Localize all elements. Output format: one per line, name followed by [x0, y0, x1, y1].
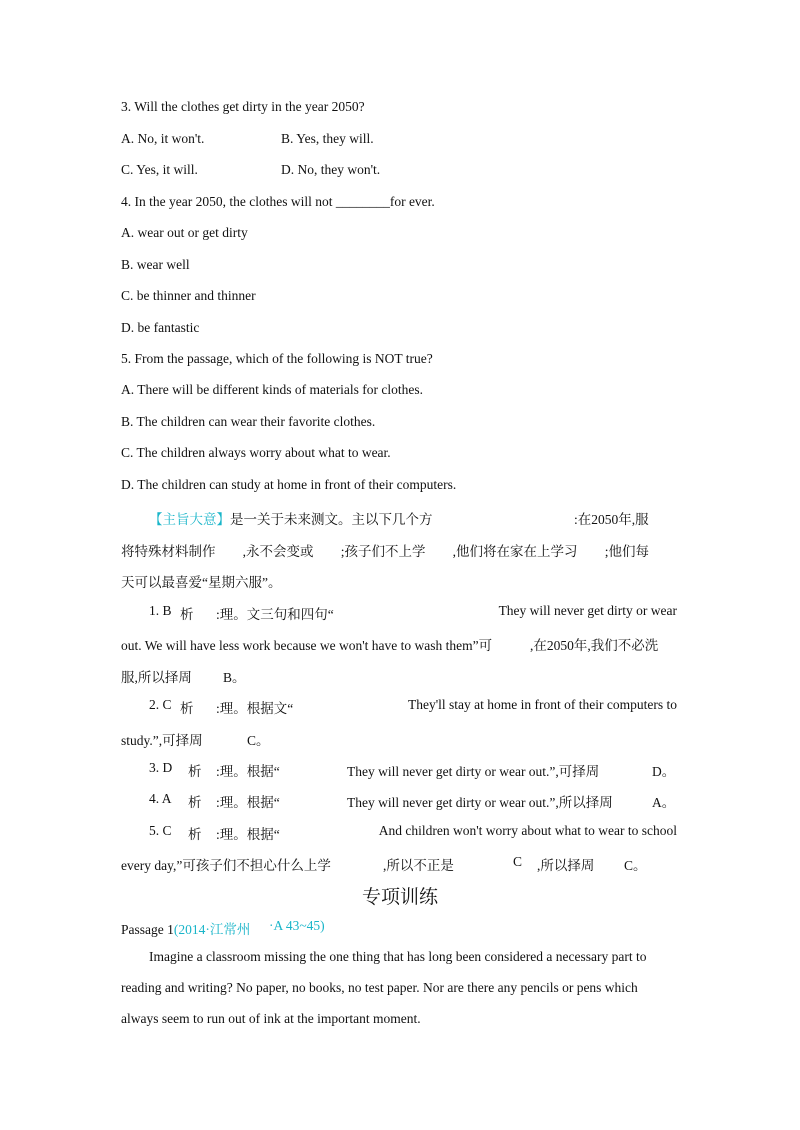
summary-line-1-tail: :在2050年,服	[574, 512, 649, 527]
passage-source-tail: ·A 43~45)	[269, 918, 325, 933]
answer-3: 3. D 析 :理。根据“ They will never get dirty or wear out.”,可择周 D。	[149, 760, 676, 779]
answer-1-line-2: out. We will have less work because we won't have to wash them”可 ,在2050年,我们不必洗	[121, 638, 659, 653]
passage-source: (2014·江常州	[173, 922, 251, 937]
q5-option-b: B. The children can wear their favorite clothes.	[121, 414, 376, 429]
q3-option-a: A. No, it won't.	[121, 131, 205, 146]
summary-tag: 【主旨大意】	[149, 512, 230, 527]
passage-heading	[121, 918, 325, 938]
q3-option-b: B. Yes, they will.	[281, 131, 374, 146]
question-4-stem: 4. In the year 2050, the clothes will not ________for ever.	[121, 194, 435, 209]
answer-1-line-3: 服,所以择周 B。	[121, 670, 246, 685]
q5-option-d: D. The children can study at home in front of their computers.	[121, 477, 457, 492]
answer-5-line-2: every day,”可孩子们不担心什么上学 ,所以不正是 C ,所以择周 C。	[121, 854, 647, 873]
passage-line-2: reading and writing? No paper, no books, no test paper. Nor are there any pencils or pens which	[121, 980, 638, 995]
answer-1-line-1: 1. B 析 :理。文三句和四句“ They will never get dirty or wear	[149, 603, 677, 622]
q4-option-a: A. wear out or get dirty	[121, 225, 248, 240]
q4-option-c: C. be thinner and thinner	[121, 288, 256, 303]
passage-label: Passage 1	[121, 922, 174, 937]
q5-option-a: A. There will be different kinds of materials for clothes.	[121, 382, 424, 397]
summary-line-1: 【主旨大意】是一关于未来测文。主以下几个方	[149, 512, 433, 527]
question-3-stem: 3. Will the clothes get dirty in the year 2050?	[121, 99, 365, 114]
answer-2-line-2: study.”,可择周 C。	[121, 733, 270, 748]
passage-line-3: always seem to run out of ink at the important moment.	[121, 1011, 421, 1026]
q3-option-c: C. Yes, it will.	[121, 162, 198, 177]
question-5-stem: 5. From the passage, which of the following is NOT true?	[121, 351, 433, 366]
q3-option-d: D. No, they won't.	[281, 162, 381, 177]
q4-option-d: D. be fantastic	[121, 320, 200, 335]
section-title: 专项训练	[361, 886, 438, 908]
summary-line-3: 天可以最喜爱“星期六服”。	[121, 575, 282, 590]
summary-line-2: 将特殊材料制作 ,永不会变或 ;孩子们不上学 ,他们将在家在上学习 ;他们每	[121, 544, 649, 559]
q5-option-c: C. The children always worry about what to wear.	[121, 445, 391, 460]
passage-line-1: Imagine a classroom missing the one thing that has long been considered a necessary part to	[149, 949, 647, 964]
answer-5-line-1: 5. C 析 :理。根据“ And children won't worry about what to wear to school	[149, 823, 677, 842]
answer-2-line-1: 2. C 析 :理。根据文“ They'll stay at home in front of their computers to	[149, 697, 677, 716]
q4-option-b: B. wear well	[121, 257, 190, 272]
answer-4: 4. A 析 :理。根据“ They will never get dirty or wear out.”,所以择周 A。	[149, 791, 676, 810]
